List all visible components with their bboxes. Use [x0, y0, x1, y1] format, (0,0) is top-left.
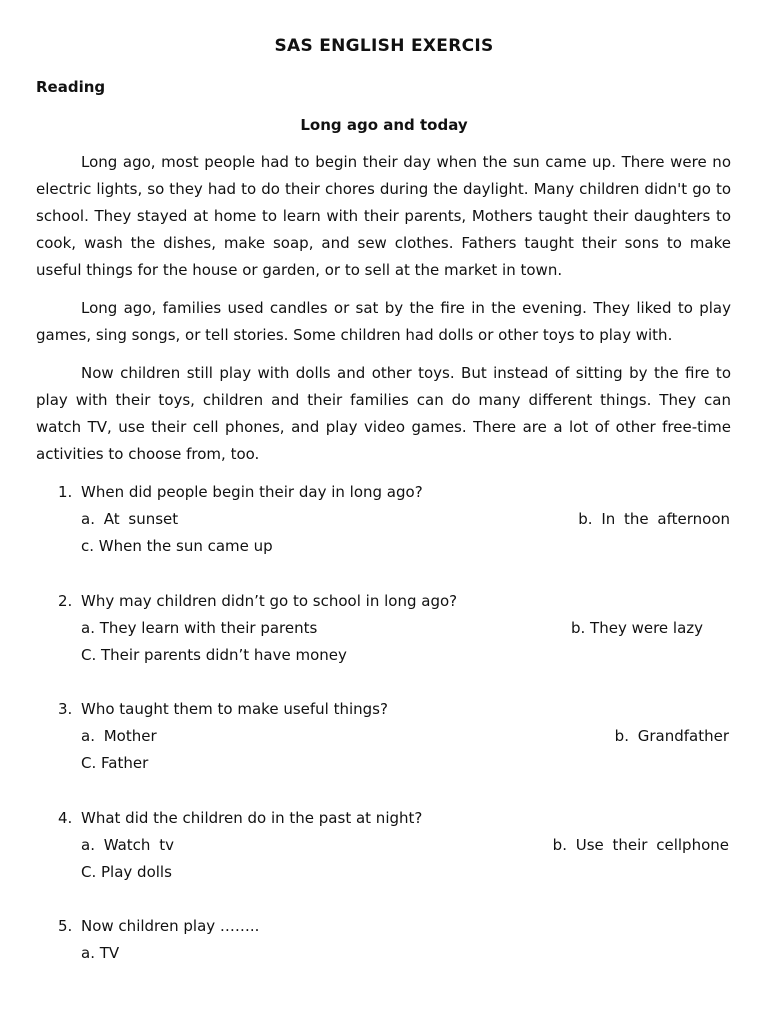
option-c: C. Their parents didn’t have money	[81, 646, 347, 664]
question-text: When did people begin their day in long ago?	[81, 483, 423, 501]
question-text: What did the children do in the past at night?	[81, 809, 423, 827]
option-b: b. They were lazy	[571, 619, 704, 637]
option-a: a. Watch tv	[81, 836, 174, 854]
paragraph-3: Now children still play with dolls and other toys. But instead of sitting by the fire to play with their toys, children and their families can do many different things. They can watch TV, use their cell phones, and play video games. There are a lot of other free-time activities to choose from, too.	[36, 364, 731, 463]
option-b: b. In the afternoon	[578, 510, 730, 528]
option-a: a. Mother	[81, 727, 157, 745]
story-title: Long ago and today	[300, 116, 468, 134]
option-a: a. TV	[81, 944, 120, 962]
question-number: 4.	[58, 809, 73, 827]
document-title: SAS ENGLISH EXERCIS	[274, 36, 494, 56]
question-number: 3.	[58, 700, 73, 718]
question-text: Now children play ……..	[81, 917, 260, 935]
paragraph-1: Long ago, most people had to begin their day when the sun came up. There were no electric lights, so they had to do their chores during the daylight. Many children didn't go to school. They stayed at home to learn with their parents, Mothers taught their daughters to cook, wash the dishes, make soap, and sew clothes. Fathers taught their sons to make useful things for the house or garden, or to sell at the market in town.	[36, 153, 731, 279]
question-text: Who taught them to make useful things?	[81, 700, 388, 718]
option-c: C. Father	[81, 754, 149, 772]
option-b: b. Grandfather	[614, 727, 729, 745]
question-number: 1.	[58, 483, 73, 501]
option-a: a. They learn with their parents	[81, 619, 318, 637]
option-a: a. At sunset	[81, 510, 179, 528]
paragraph-2: Long ago, families used candles or sat by the fire in the evening. They liked to play games, sing songs, or tell stories. Some children had dolls or other toys to play with.	[36, 299, 731, 344]
option-c: c. When the sun came up	[81, 537, 273, 555]
question-number: 5.	[58, 917, 73, 935]
option-c: C. Play dolls	[81, 863, 172, 881]
option-b: b. Use their cellphone	[552, 836, 729, 854]
question-number: 2.	[58, 592, 73, 610]
section-label: Reading	[36, 78, 106, 96]
question-text: Why may children didn’t go to school in long ago?	[81, 592, 458, 610]
